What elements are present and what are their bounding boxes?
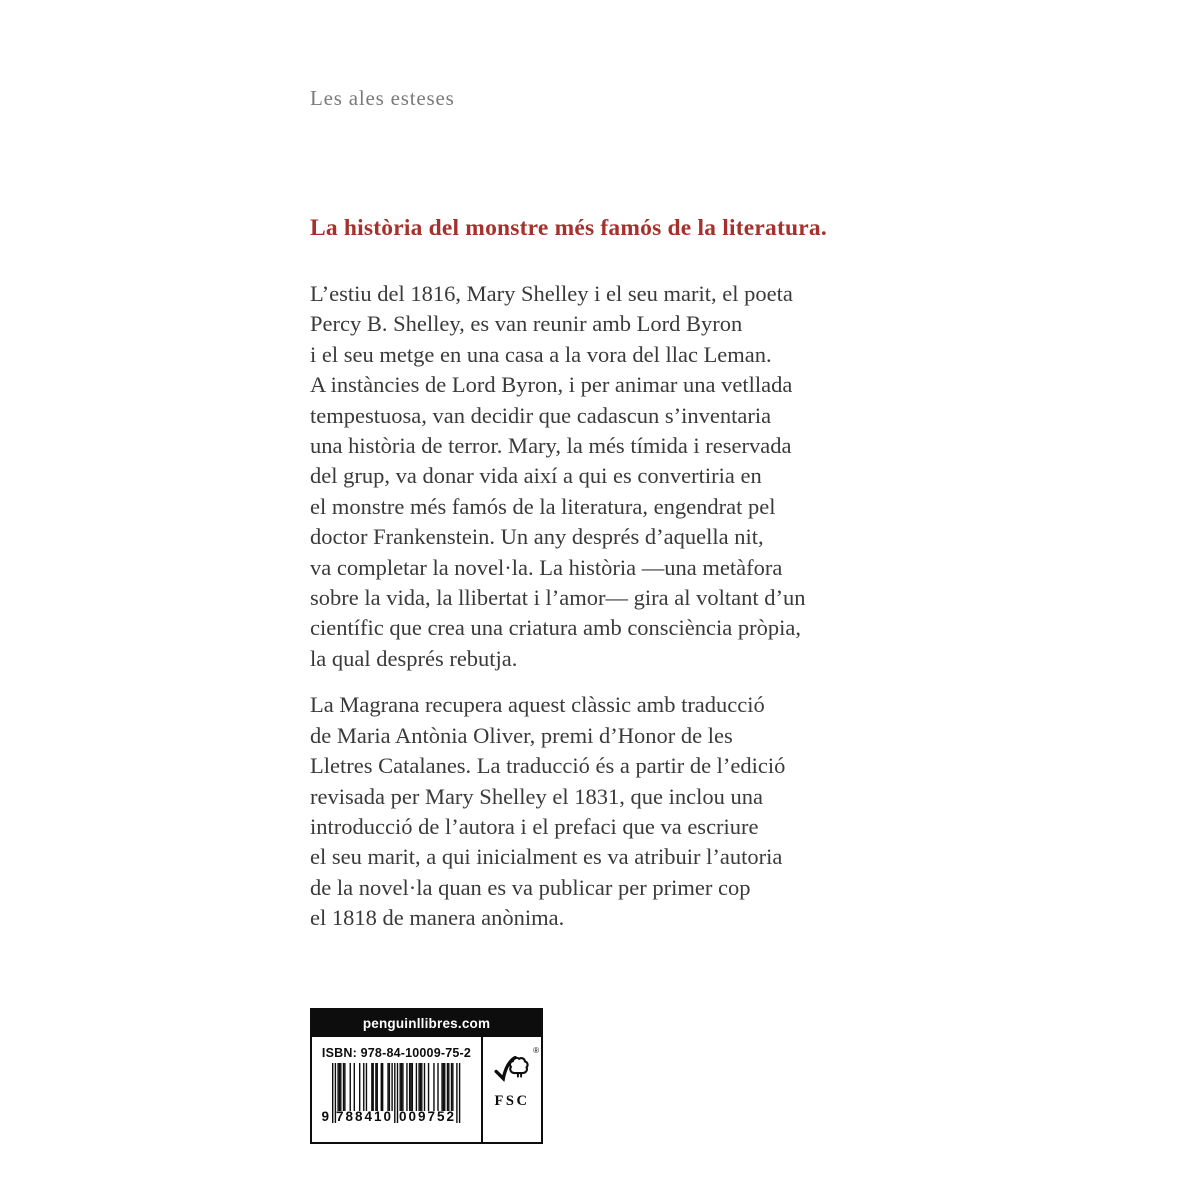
text-line: La Magrana recupera aquest clàssic amb traducció <box>310 692 765 718</box>
fsc-area <box>481 1037 541 1142</box>
fsc-tree-checkmark-icon <box>493 1050 531 1085</box>
fsc-logo <box>493 1046 539 1090</box>
registered-trademark-symbol: ® <box>533 1046 539 1055</box>
fsc-label: FSC <box>494 1093 530 1109</box>
text-line: doctor Frankenstein. Un any després d’aquella nit, <box>310 524 764 550</box>
barcode-digits-right: 009752 <box>398 1109 457 1124</box>
text-line: la qual després rebutja. <box>310 645 518 671</box>
text-line: de la novel·la quan es va publicar per primer cop <box>310 874 751 900</box>
synopsis-paragraph-1 <box>310 279 870 674</box>
text-line: el monstre més famós de la literatura, engendrat pel <box>310 493 776 519</box>
synopsis-paragraph-2 <box>310 690 870 933</box>
text-line: una història de terror. Mary, la més tímida i reservada <box>310 433 792 459</box>
barcode-digits-left: 788410 <box>335 1109 394 1124</box>
synopsis <box>310 279 870 934</box>
isbn-label: ISBN: 978-84-10009-75-2 <box>321 1046 472 1060</box>
text-line: revisada per Mary Shelley el 1831, que inclou una <box>310 783 763 809</box>
text-line: científic que crea una criatura amb consciència pròpia, <box>310 615 801 641</box>
ean13-barcode <box>321 1063 461 1127</box>
tagline: La història del monstre més famós de la literatura. <box>310 215 827 241</box>
text-line: Lletres Catalanes. La traducció és a partir de l’edició <box>310 753 786 779</box>
text-line: de Maria Antònia Oliver, premi d’Honor de les <box>310 722 733 748</box>
barcode-panel-body <box>312 1037 541 1142</box>
text-line: A instàncies de Lord Byron, i per animar una vetllada <box>310 372 793 398</box>
text-line: sobre la vida, la llibertat i l’amor— gira al voltant d’un <box>310 585 806 611</box>
text-line: tempestuosa, van decidir que cadascun s’inventaria <box>310 402 772 428</box>
text-line: Percy B. Shelley, es van reunir amb Lord Byron <box>310 311 743 337</box>
publisher-website: penguinllibres.com <box>312 1010 541 1037</box>
text-line: del grup, va donar vida així a qui es convertiria en <box>310 463 762 489</box>
barcode-panel <box>310 1008 543 1144</box>
text-line: L’estiu del 1816, Mary Shelley i el seu marit, el poeta <box>310 281 793 306</box>
barcode-digit-first: 9 <box>321 1109 329 1124</box>
text-line: i el seu metge en una casa a la vora del llac Leman. <box>310 341 772 367</box>
text-line: el 1818 de manera anònima. <box>310 905 565 931</box>
text-line: introducció de l’autora i el prefaci que va escriure <box>310 813 759 839</box>
text-line: el seu marit, a qui inicialment es va atribuir l’autoria <box>310 844 783 870</box>
text-line: va completar la novel·la. La història —una metàfora <box>310 554 783 580</box>
isbn-barcode-area <box>312 1037 481 1142</box>
collection-title: Les ales esteses <box>310 86 455 110</box>
